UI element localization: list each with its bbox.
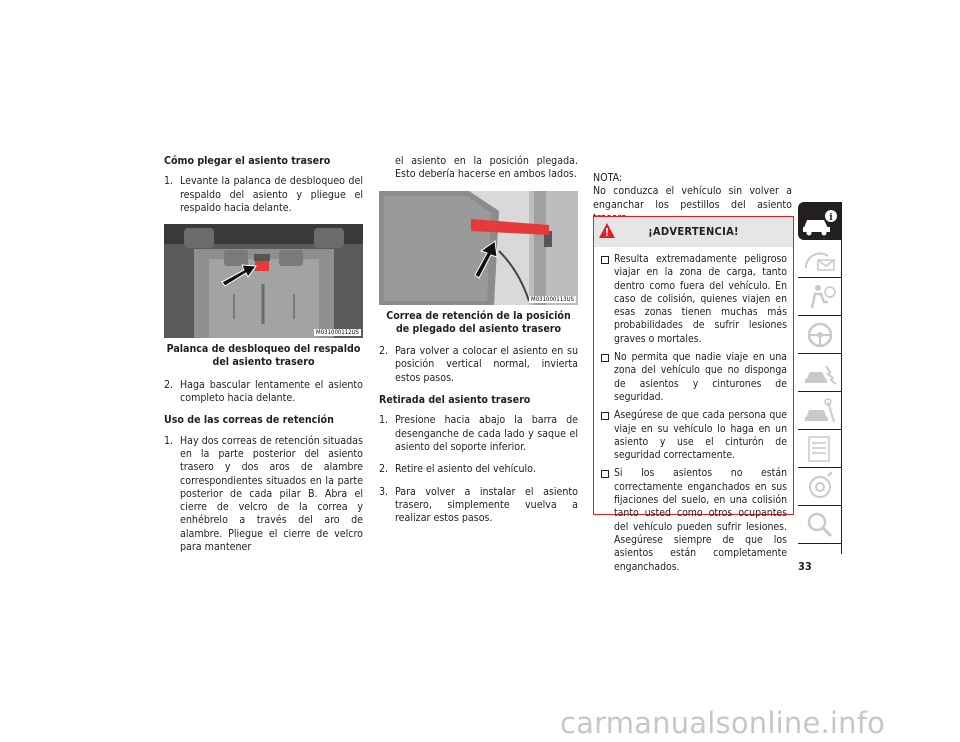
car-crash-icon (798, 354, 842, 392)
left-column (164, 155, 363, 563)
step-text: Retire el asiento del vehículo. (395, 463, 536, 476)
section-heading-straps: Uso de las correas de retención (164, 414, 334, 427)
magnifier-icon (798, 506, 842, 544)
note-label: NOTA: (593, 172, 623, 184)
warning-title: ¡ADVERTENCIA! (648, 225, 739, 238)
warning-header (594, 217, 793, 247)
side-tab-specifications[interactable] (798, 430, 842, 468)
side-tab-customer-assistance[interactable] (798, 506, 842, 544)
airbag-seat-icon (798, 278, 842, 316)
figure-retention-strap (379, 191, 578, 305)
checkbox-bullet-icon (601, 412, 609, 420)
figure-caption-retention-strap: Correa de retención de la posición de plegado del asiento trasero (386, 309, 571, 335)
step-text: Presione hacia abajo la barra de desenganche de cada lado y saque el asiento del soporte inferior. (395, 414, 578, 453)
checkbox-bullet-icon (601, 256, 609, 264)
warning-item (600, 467, 787, 573)
side-tab-index[interactable] (798, 544, 842, 554)
warning-list (594, 253, 793, 574)
step-number: 1. (164, 434, 174, 447)
step-number: 3. (379, 485, 389, 498)
retention-strap-photo (379, 191, 578, 305)
step-text: Para volver a colocar el asiento en su posición vertical normal, invierta estos pasos. (395, 345, 578, 384)
page-number: 33 (798, 560, 812, 573)
checkbox-bullet-icon (601, 470, 609, 478)
warning-item (600, 351, 787, 404)
figure-release-lever (164, 224, 363, 338)
car-info-icon (798, 202, 842, 240)
section-heading-fold-seat: Cómo plegar el asiento trasero (164, 155, 331, 167)
step-number: 1. (164, 175, 174, 188)
middle-column (379, 155, 578, 534)
step-fold-1 (164, 175, 363, 215)
figure-code: M031000113US (531, 295, 574, 303)
dashboard-message-icon (798, 240, 842, 278)
warning-box (593, 216, 794, 573)
step-text: Hay dos correas de retención situadas en la parte posterior del asiento trasero y dos aros de alambre correspondientes situados en la parte posterior de cada pilar B. Abra el cierre de velcro de la correa y enhébrelo a través del aro de alambre. Pliegue el cierre de velcro para mantener (180, 434, 363, 554)
note-text: No conduzca el vehículo sin volver a enganchar los pestillos del asiento (593, 185, 792, 211)
side-tab-instrument-panel[interactable] (798, 240, 842, 278)
side-tab-service[interactable] (798, 392, 842, 430)
step-remove-1 (379, 414, 578, 454)
checklist-icon (798, 430, 842, 468)
step-strap-1 (164, 435, 363, 555)
svg-text:i: i (829, 213, 833, 223)
figure-code: M031000112US (316, 329, 359, 337)
step-text: Haga bascular lentamente el asiento completo hacia delante. (180, 378, 363, 405)
continued-text: el asiento en la posición plegada. Esto debería hacerse en ambos lados. (395, 155, 578, 181)
side-tab-emergency[interactable] (798, 354, 842, 392)
warning-text: Si los asientos no están correctamente enganchados en sus fijaciones del suelo, en una colisión tanto usted como otros ocupantes del vehículo pueden sufrir lesiones. Asegúrese siempre de que los asientos están completamente enganchados. (614, 467, 787, 573)
multimedia-icon (798, 468, 842, 506)
release-lever-photo (164, 224, 363, 338)
warning-text: Resulta extremadamente peligroso viajar en la zona de carga, tanto dentro como fuera del vehículo. En caso de colisión, quienes viajen en esas zonas tienen muchas más probabilidades de sufrir lesiones graves o mortales. (614, 253, 787, 345)
figure-caption-release-lever: Palanca de desbloqueo del respaldo del asiento trasero (166, 343, 361, 369)
warning-text: No permita que nadie viaje en una zona del vehículo que no disponga de asientos y cinturones de seguridad. (614, 351, 787, 403)
warning-triangle-icon (599, 223, 615, 238)
warning-item (600, 409, 787, 462)
checkbox-bullet-icon (601, 354, 609, 362)
step-remove-3 (379, 486, 578, 526)
warning-item (600, 253, 787, 346)
step-text: Para volver a instalar el asiento trasero, simplemente vuelva a realizar estos pasos. (395, 485, 578, 525)
side-tab-multimedia[interactable] (798, 468, 842, 506)
side-tab-safety[interactable] (798, 278, 842, 316)
step-text: Levante la palanca de desbloqueo del respaldo del asiento y pliegue el respaldo hacia delante. (180, 175, 363, 214)
steering-wheel-icon (798, 316, 842, 354)
side-tab-vehicle-info[interactable] (798, 202, 842, 240)
step-number: 2. (164, 378, 174, 391)
step-number: 2. (379, 345, 389, 358)
step-number: 2. (379, 463, 389, 476)
side-tab-starting-operating[interactable] (798, 316, 842, 354)
section-heading-remove-seat: Retirada del asiento trasero (379, 394, 531, 407)
step-strap-2 (379, 345, 578, 385)
car-service-icon (798, 392, 842, 430)
step-remove-2 (379, 463, 578, 476)
warning-text: Asegúrese de que cada persona que viaje en su vehículo lo haga en un asiento y use el cinturón de seguridad correctamente. (614, 409, 787, 462)
step-number: 1. (379, 414, 389, 427)
footer-watermark: carmanualsonline.info (560, 706, 886, 740)
step-fold-2 (164, 379, 363, 406)
